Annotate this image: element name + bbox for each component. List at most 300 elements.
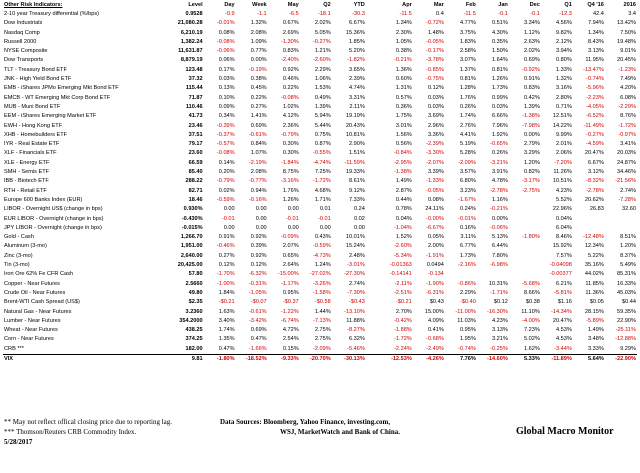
- value-cell: 3.29%: [523, 150, 540, 157]
- column-gap: [366, 261, 381, 270]
- column-gap: [366, 168, 381, 177]
- value-cell: -2.95%: [394, 159, 412, 166]
- value-cell: -0.68%: [426, 336, 444, 343]
- value-cell: 3.75%: [459, 29, 476, 36]
- value-cell: 0.24: [353, 206, 365, 213]
- value-cell: -0.19%: [248, 66, 267, 73]
- value-cell: 3.13%: [588, 48, 604, 55]
- value-cell: -27.02%: [309, 271, 331, 278]
- value-cell: 0.03%: [427, 94, 444, 101]
- value-cell: 1.51%: [348, 150, 365, 157]
- value-cell: 0.00: [287, 206, 299, 213]
- column-gap: [366, 112, 381, 121]
- level-cell: -0.430%: [181, 215, 203, 222]
- row-label: 2-10 year Treasury differential (%/bps): [4, 11, 100, 17]
- value-cell: $0.44: [622, 299, 636, 306]
- value-cell: 0.83%: [523, 85, 540, 92]
- value-cell: 1.85%: [348, 38, 365, 45]
- table-row: [3, 140, 637, 149]
- column-gap: [366, 233, 381, 242]
- value-cell: -30.13%: [332, 354, 366, 364]
- value-cell: 0.02%: [218, 187, 235, 194]
- table-body: [3, 10, 637, 364]
- value-cell: 11.36%: [585, 289, 604, 296]
- value-cell: -0.05%: [426, 187, 444, 194]
- value-cell: -11.5: [463, 11, 476, 17]
- value-cell: 0.60%: [395, 76, 412, 83]
- value-cell: 5.22%: [588, 252, 604, 259]
- value-cell: 4.78%: [491, 178, 508, 185]
- value-cell: 0.05%: [427, 234, 444, 241]
- level-cell: 85.40: [188, 169, 203, 176]
- row-label: LIBOR - Overnight US$ (change in bps): [4, 206, 103, 213]
- value-cell: 1.28%: [459, 85, 476, 92]
- table-header-row: [3, 0, 637, 10]
- level-cell: 57.80: [188, 271, 203, 278]
- value-cell: 1.64%: [491, 57, 508, 64]
- value-cell: 7.33%: [348, 196, 365, 203]
- value-cell: 16.33%: [617, 280, 636, 287]
- value-cell: 3.91%: [491, 169, 508, 176]
- value-cell: 26.83: [589, 206, 604, 213]
- value-cell: -1.88%: [394, 327, 412, 334]
- value-cell: -12.3: [559, 11, 572, 17]
- value-cell: -0.16%: [248, 196, 267, 203]
- level-cell: 182.00: [163, 345, 204, 355]
- table-row: [3, 354, 637, 364]
- value-cell: 3.31%: [348, 94, 365, 101]
- value-cell: -5.89%: [586, 317, 604, 324]
- value-cell: 1.34%: [395, 20, 412, 27]
- row-label: MUB - Muni Bond ETF: [4, 103, 61, 110]
- value-cell: $0.43: [429, 299, 444, 306]
- value-cell: 4.56%: [556, 20, 572, 27]
- value-cell: -0.01%: [458, 215, 476, 222]
- row-label: Zinc (3-mo): [4, 252, 33, 259]
- value-cell: 0.30%: [282, 150, 299, 157]
- table-row: [3, 84, 637, 93]
- table-row: [3, 29, 637, 38]
- value-cell: 4.68%: [314, 187, 331, 194]
- value-cell: 2.69%: [282, 29, 299, 36]
- value-cell: 0.67%: [282, 20, 299, 27]
- value-cell: -0.9: [225, 11, 235, 17]
- value-cell: 0.0494: [426, 262, 444, 269]
- value-cell: 3.4: [628, 11, 636, 17]
- value-cell: 3.21%: [491, 336, 508, 343]
- value-cell: -6.98%: [490, 262, 508, 269]
- table-row: [3, 38, 637, 47]
- value-cell: 8.61%: [348, 178, 365, 185]
- value-cell: 1.26%: [491, 76, 508, 83]
- column-gap: [366, 205, 381, 214]
- value-cell: 0.83%: [282, 48, 299, 55]
- value-cell: 2.11%: [349, 103, 365, 110]
- value-cell: 8.51%: [620, 234, 636, 241]
- value-cell: 0.34%: [218, 113, 235, 120]
- value-cell: -1.23%: [618, 66, 636, 73]
- row-label: RTH - Retail ETF: [4, 187, 47, 194]
- value-cell: 5.19%: [459, 141, 476, 148]
- value-cell: 15.00%: [424, 308, 444, 315]
- value-cell: -0.39%: [216, 122, 235, 129]
- value-cell: -$0.37: [282, 299, 299, 306]
- row-label: EEM - iShares Emerging Market ETF: [4, 113, 97, 120]
- value-cell: 1.83%: [459, 38, 476, 45]
- value-cell: 5.20%: [348, 48, 365, 55]
- column-gap: [366, 345, 381, 355]
- value-cell: 0.71%: [556, 103, 572, 110]
- value-cell: 1.39%: [314, 103, 331, 110]
- value-cell: 0.00%: [250, 57, 267, 64]
- value-cell: 7.80%: [491, 252, 508, 259]
- value-cell: 0.81%: [459, 76, 476, 83]
- value-cell: -0.04098: [549, 262, 572, 269]
- column-gap: [366, 177, 381, 186]
- value-cell: -2.39%: [426, 141, 444, 148]
- value-cell: -0.27%: [586, 131, 604, 138]
- value-cell: -27.30%: [344, 271, 365, 278]
- column-header: Mar: [433, 2, 444, 8]
- brand-title: Global Macro Monitor: [516, 426, 614, 437]
- value-cell: [509, 261, 541, 270]
- value-cell: [605, 224, 637, 233]
- value-cell: 3.39%: [427, 169, 444, 176]
- value-cell: -0.1: [498, 11, 508, 17]
- value-cell: 7.94%: [588, 20, 604, 27]
- value-cell: 2.02%: [523, 48, 540, 55]
- table-row: [3, 168, 637, 177]
- level-cell: 9.81: [163, 354, 204, 364]
- value-cell: -22.90%: [605, 354, 637, 364]
- value-cell: 2.90%: [348, 141, 365, 148]
- value-cell: 7.25%: [314, 169, 331, 176]
- row-label: Dow Industrials: [4, 20, 43, 27]
- value-cell: 5.28%: [459, 150, 476, 157]
- table-row: [3, 94, 637, 103]
- column-gap: [366, 19, 381, 28]
- value-cell: 20.62%: [584, 196, 604, 203]
- value-cell: -21.56%: [615, 178, 636, 185]
- column-gap: [366, 335, 381, 344]
- value-cell: -0.09%: [280, 234, 299, 241]
- value-cell: 0.26%: [459, 103, 476, 110]
- value-cell: -2.24%: [381, 345, 413, 355]
- column-gap: [366, 66, 381, 75]
- value-cell: 2.54%: [282, 336, 299, 343]
- table-row: [3, 122, 637, 131]
- value-cell: 11.85%: [585, 280, 604, 287]
- value-cell: 1.39%: [523, 103, 540, 110]
- row-label: XLF - Financials ETF: [4, 150, 57, 157]
- value-cell: 0.12%: [250, 262, 267, 269]
- value-cell: 0.82%: [523, 169, 540, 176]
- value-cell: 0.35%: [491, 38, 508, 45]
- value-cell: -3.42%: [248, 317, 267, 324]
- value-cell: [509, 252, 541, 261]
- level-cell: 71.87: [188, 94, 203, 101]
- value-cell: 35.16%: [584, 262, 604, 269]
- value-cell: -4.26%: [413, 354, 445, 364]
- value-cell: 12.34%: [584, 243, 604, 250]
- value-cell: -2.75%: [522, 187, 540, 194]
- table-row: [3, 345, 637, 355]
- table-row: [3, 270, 637, 279]
- level-cell: -0.015%: [181, 224, 203, 231]
- value-cell: 0.00: [223, 224, 235, 231]
- value-cell: 4.12%: [282, 113, 299, 120]
- value-cell: -7.98%: [522, 122, 540, 129]
- value-cell: 0.69%: [523, 57, 540, 64]
- value-cell: -0.01: [317, 215, 331, 222]
- value-cell: -5.34%: [394, 252, 412, 259]
- value-cell: 6.67%: [348, 20, 365, 27]
- value-cell: -0.17%: [426, 48, 444, 55]
- column-gap: [366, 56, 381, 65]
- value-cell: 32.60: [622, 206, 636, 213]
- level-cell: 1,266.70: [180, 234, 203, 241]
- value-cell: 1.32%: [250, 20, 267, 27]
- value-cell: 0.30%: [282, 141, 299, 148]
- table-row: [3, 131, 637, 140]
- value-cell: -$0.43: [348, 299, 365, 306]
- value-cell: 11.88%: [346, 317, 365, 324]
- value-cell: 0.77%: [250, 48, 267, 55]
- column-header: YTD: [353, 2, 365, 8]
- value-cell: -0.21%: [490, 206, 508, 213]
- data-sources-text-2: WSJ, MarketWatch and Bank of China.: [280, 428, 400, 436]
- value-cell: 2.75%: [314, 336, 331, 343]
- value-cell: 4.23%: [556, 187, 572, 194]
- value-cell: 6.44%: [491, 243, 508, 250]
- column-gap: [366, 159, 381, 168]
- value-cell: 4.74%: [348, 85, 365, 92]
- value-cell: 0.22%: [250, 94, 267, 101]
- value-cell: 12.51%: [552, 113, 572, 120]
- table-row: [3, 205, 637, 214]
- value-cell: 1.07%: [250, 150, 267, 157]
- value-cell: 1.31%: [395, 85, 412, 92]
- value-cell: 7.96%: [491, 122, 508, 129]
- value-cell: -4.00%: [522, 317, 540, 324]
- value-cell: 0.69%: [250, 122, 267, 129]
- column-header: Day: [224, 2, 235, 8]
- report-date: 5/28/2017: [4, 438, 33, 446]
- value-cell: 1.34%: [588, 29, 604, 36]
- column-header: 2016: [623, 2, 636, 8]
- value-cell: -2.07%: [426, 159, 444, 166]
- table-row: [3, 317, 637, 326]
- value-cell: -$0.07: [250, 299, 267, 306]
- row-label: IBB - Biotech ETF: [4, 178, 49, 185]
- row-label: JNK - High Yield Bond ETF: [4, 76, 72, 83]
- value-cell: 8.76%: [620, 113, 636, 120]
- value-cell: 3.16%: [556, 85, 572, 92]
- value-cell: 0.47%: [250, 336, 267, 343]
- level-cell: 0.9528: [185, 11, 203, 17]
- value-cell: -0.01363: [389, 262, 412, 269]
- value-cell: -2.19%: [248, 159, 267, 166]
- value-cell: 0.38%: [395, 48, 412, 55]
- value-cell: -6.74%: [280, 317, 299, 324]
- value-cell: 0.00: [255, 224, 267, 231]
- level-cell: 0.930%: [183, 206, 203, 213]
- value-cell: -3.44%: [541, 345, 573, 355]
- value-cell: 0.17%: [218, 66, 235, 73]
- value-cell: -6.5: [289, 11, 299, 17]
- value-cell: 9.01%: [620, 48, 636, 55]
- value-cell: -18.1: [317, 11, 331, 17]
- value-cell: 11.10%: [521, 308, 540, 315]
- value-cell: 20.45%: [617, 57, 636, 64]
- level-cell: 438.25: [185, 327, 203, 334]
- row-label: EMCB - WT Emerging Mkt Corp Bond ETF: [4, 94, 111, 101]
- value-cell: 6.66%: [491, 113, 508, 120]
- value-cell: 1.62%: [509, 345, 541, 355]
- value-cell: 10.01%: [345, 234, 365, 241]
- value-cell: 1.56%: [395, 131, 412, 138]
- value-cell: -2.60%: [394, 243, 412, 250]
- risk-indicators-table: [3, 0, 637, 364]
- value-cell: 0.12%: [427, 85, 444, 92]
- value-cell: 6.08%: [620, 94, 636, 101]
- level-cell: 37.51: [188, 131, 203, 138]
- column-gap: [366, 289, 381, 298]
- value-cell: -0.01: [221, 215, 235, 222]
- level-cell: 115.44: [185, 85, 203, 92]
- value-cell: [605, 215, 637, 224]
- column-gap: [366, 122, 381, 131]
- value-cell: -1.67%: [458, 196, 476, 203]
- table-row: [3, 261, 637, 270]
- row-label: Nasdaq Comp: [4, 29, 40, 36]
- value-cell: -11.59%: [344, 159, 365, 166]
- value-cell: 1.50%: [491, 48, 508, 55]
- row-label: SMH - Semis ETF: [4, 169, 50, 176]
- value-cell: -1.72%: [312, 178, 331, 185]
- value-cell: -11.89%: [541, 354, 573, 364]
- value-cell: -1.90%: [426, 280, 444, 287]
- value-cell: 1.95%: [459, 336, 476, 343]
- level-cell: 49.80: [188, 289, 203, 296]
- value-cell: 1.52%: [395, 234, 412, 241]
- value-cell: 11.26%: [553, 169, 572, 176]
- value-cell: 4.20%: [620, 85, 636, 92]
- row-label: Lumber - Near Futures: [4, 317, 61, 324]
- value-cell: 4.30%: [491, 29, 508, 36]
- value-cell: 9.82%: [556, 29, 572, 36]
- value-cell: -0.65%: [490, 141, 508, 148]
- column-gap: [366, 103, 381, 112]
- footnote-closing-price: ** May not reflect offical closing price due to reporting lag.: [4, 418, 173, 426]
- row-label: XHB - Homebuilders ETF: [4, 131, 68, 138]
- value-cell: -1.38%: [394, 169, 412, 176]
- value-cell: 10.81%: [345, 131, 365, 138]
- column-header: Week: [252, 2, 267, 8]
- value-cell: 8.43%: [588, 38, 604, 45]
- level-cell: 1,951.00: [180, 243, 203, 250]
- value-cell: -3.78%: [426, 57, 444, 64]
- level-cell: 21,080.28: [177, 20, 203, 27]
- value-cell: 0.43%: [314, 234, 331, 241]
- value-cell: -2.51%: [394, 289, 412, 296]
- value-cell: -30.3: [352, 11, 365, 17]
- value-cell: -4.74%: [312, 159, 331, 166]
- value-cell: 3.48%: [588, 336, 604, 343]
- value-cell: 2.96%: [427, 122, 444, 129]
- value-cell: 10.51%: [552, 178, 572, 185]
- value-cell: -0.21%: [394, 57, 412, 64]
- value-cell: 1.49%: [395, 178, 412, 185]
- value-cell: 0.94%: [250, 187, 267, 194]
- level-cell: 18.46: [188, 196, 203, 203]
- row-label: Corn - Near Futures: [4, 336, 54, 343]
- column-gap: [366, 94, 381, 103]
- value-cell: 2.70%: [395, 308, 412, 315]
- table-row: [3, 56, 637, 65]
- value-cell: -1.80%: [522, 234, 540, 241]
- value-cell: -5.68%: [522, 280, 540, 287]
- value-cell: 5.52%: [556, 196, 572, 203]
- table-row: [3, 326, 637, 335]
- value-cell: -0.74%: [586, 76, 604, 83]
- column-gap: [366, 298, 381, 307]
- value-cell: -15.00%: [277, 271, 299, 278]
- value-cell: 0.04%: [556, 215, 572, 222]
- value-cell: -2.23%: [586, 94, 604, 101]
- value-cell: 3.41%: [620, 141, 636, 148]
- level-cell: 66.59: [188, 159, 203, 166]
- value-cell: 1.48%: [427, 29, 444, 36]
- row-label: Dow Transports: [4, 57, 44, 64]
- value-cell: 7.49%: [620, 76, 636, 83]
- row-label: JPY LIBOR - Overnight (change in bps): [4, 224, 102, 231]
- value-cell: -7.30%: [347, 289, 365, 296]
- value-cell: $0.12: [493, 299, 508, 306]
- table-row: [3, 103, 637, 112]
- column-gap: [366, 29, 381, 38]
- value-cell: 1.49%: [588, 327, 604, 334]
- value-cell: 0.39%: [250, 243, 267, 250]
- value-cell: 15.92%: [552, 243, 572, 250]
- value-cell: -0.08%: [216, 38, 235, 45]
- column-gap: [366, 224, 381, 233]
- level-cell: 1,382.24: [180, 38, 203, 45]
- value-cell: 0.69%: [250, 327, 267, 334]
- value-cell: 0.14%: [218, 159, 235, 166]
- value-cell: -11.5: [399, 11, 412, 17]
- value-cell: 6.67%: [588, 159, 604, 166]
- value-cell: -0.37%: [216, 131, 235, 138]
- column-gap: [366, 196, 381, 205]
- value-cell: -$0.40: [459, 299, 476, 306]
- value-cell: 0.01: [319, 206, 331, 213]
- value-cell: -1.72%: [618, 122, 636, 129]
- value-cell: 15.36%: [345, 29, 365, 36]
- value-cell: 10.31%: [488, 280, 508, 287]
- value-cell: 2.08%: [250, 29, 267, 36]
- value-cell: -0.46%: [216, 243, 235, 250]
- value-cell: 1.73%: [491, 85, 508, 92]
- value-cell: -0.06%: [216, 48, 235, 55]
- column-header: May: [287, 2, 299, 8]
- value-cell: -0.59%: [312, 243, 331, 250]
- table-row: [3, 215, 637, 224]
- value-cell: -0.134: [427, 271, 444, 278]
- value-cell: 2.74%: [348, 280, 365, 287]
- value-cell: $0.38: [525, 299, 540, 306]
- value-cell: 5.44%: [314, 122, 331, 129]
